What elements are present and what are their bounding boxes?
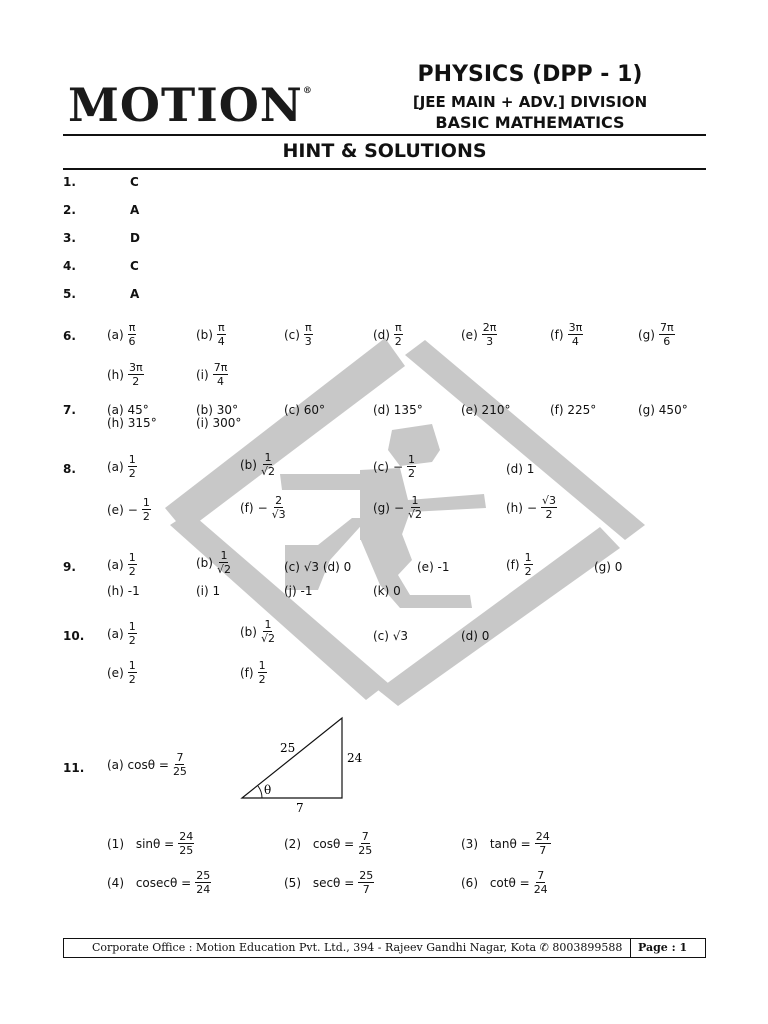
- answer: A: [130, 287, 140, 301]
- page-footer: [63, 938, 706, 958]
- angle-label: θ: [264, 783, 272, 797]
- answer-item: (c) $\frac{\pi}{3}$: [284, 321, 312, 348]
- answer-item: (g) 450°: [638, 403, 688, 417]
- answer-item: (1) sinθ = $\frac{24}{25}$: [107, 830, 194, 857]
- right-triangle-diagram: [232, 712, 372, 817]
- answer-item: (e) $\frac{2\pi}{3}$: [461, 321, 497, 348]
- answer-item: (i) 1: [196, 584, 221, 598]
- answer-item: (a) 45°: [107, 403, 149, 417]
- answer-item: (j) -1: [284, 584, 313, 598]
- answer-item: (a) $\frac{1}{2}$: [107, 620, 136, 647]
- answer-item: (b) $\frac{1}{√2}$: [240, 451, 275, 478]
- division-label: [JEE MAIN + ADV.] DIVISION: [412, 93, 648, 111]
- answer-item: (g) $\frac{7\pi}{6}$: [638, 321, 674, 348]
- answer-item: (b) $\frac{\pi}{4}$: [196, 321, 225, 348]
- answer-item: (f) $\frac{1}{2}$: [506, 551, 532, 578]
- answer-item: (d) $\frac{\pi}{2}$: [373, 321, 402, 348]
- answer: C: [130, 259, 139, 273]
- answer-item: (h) -1: [107, 584, 140, 598]
- answer-item: (e) 210°: [461, 403, 511, 417]
- header-rule: [63, 134, 706, 136]
- answer-item: (a) cosθ = $\frac{7}{25}$: [107, 751, 187, 778]
- answer-item: (f) 225°: [550, 403, 597, 417]
- answer-item: (5) secθ = $\frac{25}{7}$: [284, 869, 374, 896]
- answer-item: (i) $\frac{7\pi}{4}$: [196, 361, 228, 388]
- perpendicular-label: 24: [347, 751, 363, 765]
- question-number: 4.: [63, 259, 76, 273]
- question-number: 2.: [63, 203, 76, 217]
- topic-label: BASIC MATHEMATICS: [435, 113, 625, 132]
- answer-item: (b) 30°: [196, 403, 239, 417]
- page-number: Page : 1: [638, 941, 688, 954]
- answer-item: (a) $\frac{\pi}{6}$: [107, 321, 136, 348]
- answer-item: (d) 0: [461, 629, 490, 643]
- question-number: 9.: [63, 560, 76, 574]
- question-number: 7.: [63, 403, 76, 417]
- answer-item: (c) √3 (d) 0: [284, 560, 352, 574]
- question-number: 8.: [63, 462, 76, 476]
- question-number: 5.: [63, 287, 76, 301]
- answer-item: (f) $\frac{1}{2}$: [240, 659, 266, 686]
- page-title: PHYSICS (DPP - 1): [417, 62, 643, 87]
- answer-item: (d) 135°: [373, 403, 423, 417]
- section-title: HINT & SOLUTIONS: [282, 140, 487, 162]
- answer-item: (c) − $\frac{1}{2}$: [373, 453, 416, 480]
- phone-icon: ✆: [539, 941, 549, 954]
- answer-item: (h) $\frac{3\pi}{2}$: [107, 361, 143, 388]
- answer-item: (f) $\frac{3\pi}{4}$: [550, 321, 583, 348]
- answer-item: (b) $\frac{1}{√2}$: [196, 549, 231, 576]
- footer-divider: [630, 939, 631, 957]
- answer-item: (e) − $\frac{1}{2}$: [107, 496, 150, 523]
- base-label: 7: [296, 801, 304, 815]
- title-rule: [63, 168, 706, 170]
- hypotenuse-label: 25: [280, 741, 296, 755]
- answer-item: (3) tanθ = $\frac{24}{7}$: [461, 830, 550, 857]
- answer-item: (e) -1: [417, 560, 450, 574]
- answer-item: (e) $\frac{1}{2}$: [107, 659, 136, 686]
- answer-item: (g) − $\frac{1}{√2}$: [373, 494, 423, 521]
- answer: D: [130, 231, 140, 245]
- motion-logo: MOTION®: [68, 78, 313, 132]
- logo-text: MOTION: [68, 78, 303, 132]
- answer-item: (c) 60°: [284, 403, 326, 417]
- answer-item: (k) 0: [373, 584, 401, 598]
- answer-item: (i) 300°: [196, 416, 242, 430]
- footer-phone: 8003899588: [552, 941, 623, 954]
- answer-item: (c) √3: [373, 629, 409, 643]
- answer-item: (b) $\frac{1}{√2}$: [240, 618, 275, 645]
- answer-item: (a) $\frac{1}{2}$: [107, 453, 136, 480]
- footer-office: Corporate Office : Motion Education Pvt. Ltd., 394 - Rajeev Gandhi Nagar, Kota ✆ 8003899588: [92, 941, 623, 954]
- question-number: 3.: [63, 231, 76, 245]
- answer: A: [130, 203, 140, 217]
- question-number: 1.: [63, 175, 76, 189]
- answer-item: (2) cosθ = $\frac{7}{25}$: [284, 830, 373, 857]
- answer: C: [130, 175, 139, 189]
- answer-item: (h) 315°: [107, 416, 157, 430]
- answer-item: (g) 0: [594, 560, 623, 574]
- answer-item: (f) − $\frac{2}{√3}$: [240, 494, 286, 521]
- answer-item: (a) $\frac{1}{2}$: [107, 551, 136, 578]
- question-number: 6.: [63, 329, 76, 343]
- answer-item: (6) cotθ = $\frac{7}{24}$: [461, 869, 548, 896]
- question-number: 11.: [63, 761, 85, 775]
- question-number: 10.: [63, 629, 85, 643]
- answer-item: (4) cosecθ = $\frac{25}{24}$: [107, 869, 211, 896]
- answer-item: (h) − $\frac{√3}{2}$: [506, 494, 557, 521]
- answer-item: (d) 1: [506, 462, 535, 476]
